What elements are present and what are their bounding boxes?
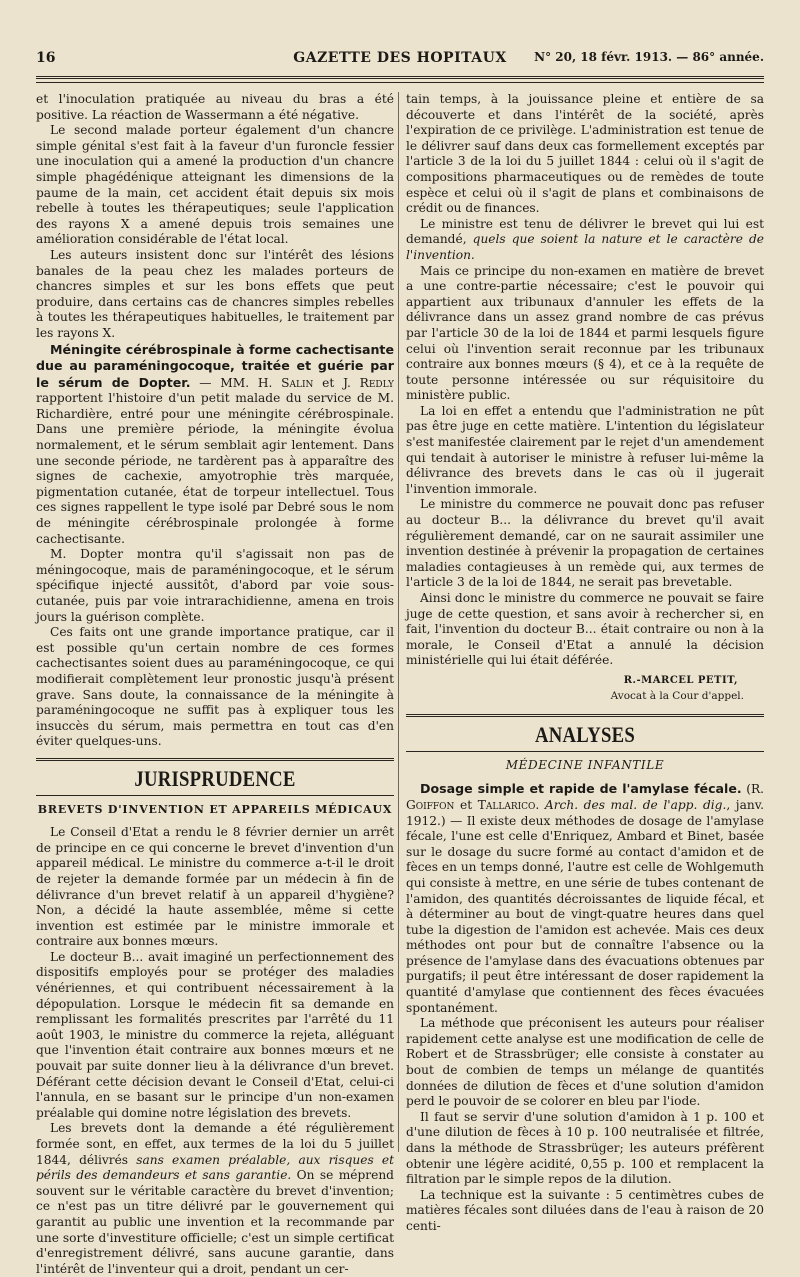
paragraph: Le Conseil d'Etat a rendu le 8 février dernier un arrêt de principe en ce qui concerne le brevet d'invention d'un appareil médical. Le ministre du commerce a-t-il le droit de rejeter la demande formée par un médecin à fin de délivrance d'un brevet relatif à un appareil d'hygiène? Non, a décidé la haute assemblée, même si cette invention est estimée par le ministre immorale et contraire aux bonnes mœurs. <box>36 825 394 949</box>
issue-info: N° 20, 18 févr. 1913. — 86° année. <box>534 50 764 64</box>
journal-reference: Arch. des mal. de l'app. dig. <box>544 797 727 812</box>
paragraph <box>406 217 764 264</box>
page-number: 16 <box>36 50 56 66</box>
header-rule <box>36 76 764 79</box>
text-run: et <box>313 375 344 390</box>
text-run: et <box>454 797 478 812</box>
column-divider <box>398 92 399 1152</box>
section-heading: ANALYSES <box>534 722 636 748</box>
section-rule <box>36 758 394 761</box>
text-run: rapportent l'histoire d'un petit malade du service de M. Richardière, entré pour une méningite cérébrospinale. Dans une première période, la méningite évolua normalement, et le sérum semblait agir lentement. Dans une seconde période, ne tardèrent pas à apparaître des signes de cachexie, amyotrophie très marquée, pigmentation cutanée, état de torpeur intellectuel. Tous ces signes rappellent le type isolé par Debré sous le nom de méningite cérébrospinale prolongée à forme cachectisante. <box>36 391 394 546</box>
text-run: . <box>535 797 545 812</box>
section-rule-thin <box>406 751 764 752</box>
left-column <box>36 92 394 1277</box>
article-title: Méningite cérébrospinale à forme cachectisante due au paraméningocoque, traitée et guérie par le sérum de Dopter. <box>36 341 394 390</box>
quoted-text: sans examen préalable, aux risques et périls des demandeurs et sans garantie. <box>36 1152 394 1183</box>
paragraph: tain temps, à la jouissance pleine et entière de sa découverte et dans l'intérêt de la société, après l'expiration de ce privilège. L'administration est tenue de le délivrer sauf dans deux cas formellement exceptés par l'article 3 de la loi du 5 juillet 1844 : celui où il s'agit de compositions pharmaceutiques ou de remèdes de toute espèce et celui où il s'agit de plans et combinaisons de crédit ou de finances. <box>406 92 764 216</box>
signature-name: R.-MARCEL PETIT, <box>623 674 738 686</box>
paragraph: Le ministre du commerce ne pouvait donc pas refuser au docteur B... la délivrance du brevet qu'il avait régulièrement demandé, car on ne saurait assimiler une invention destinée à prévenir la propagation de certaines maladies contagieuses à un remède qui, aux termes de l'article 3 de la loi de 1844, ne serait pas brevetable. <box>406 497 764 590</box>
paragraph: La méthode que préconisent les auteurs pour réaliser rapidement cette analyse est une modification de celle de Robert et de Strassbrüger; elle consiste à constater au bout de combien de temps un mélange de quantités données de dilution de fèces et d'une solution d'amidon perd le pouvoir de se colorer en bleu par l'iode. <box>406 1016 764 1109</box>
section-heading: JURISPRUDENCE <box>134 765 296 791</box>
page-header <box>36 46 764 72</box>
paragraph: M. Dopter montra qu'il s'agissait non pas de méningocoque, mais de paraméningocoque, et le sérum spécifique injecté aussitôt, d'abord par voie sous-cutanée, puis par voie intrarachidienne, amena en trois jours la guérison complète. <box>36 547 394 624</box>
paragraph: Le docteur B... avait imaginé un perfectionnement des dispositifs employés pour se protéger des maladies vénériennes, et qui contribuent nécessairement à la dépopulation. Lorsque le médecin fit sa demande en remplissant les formalités prescrites par l'arrêté du 11 août 1903, le ministre du commerce la rejeta, alléguant que l'invention était contraire aux bonnes mœurs et ne pouvait par suite donner lieu à la délivrance d'un brevet. Déférant cette décision devant le Conseil d'Etat, celui-ci l'annula, en se basant sur le principe d'un non-examen préalable qui domine notre législation des brevets. <box>36 949 394 1120</box>
section-rule-thin <box>36 795 394 796</box>
paragraph: et l'inoculation pratiquée au niveau du bras a été positive. La réaction de Wassermann a été négative. <box>36 92 394 122</box>
paragraph: Ainsi donc le ministre du commerce ne pouvait se faire juge de cette question, et sans avoir à rechercher si, en fait, l'invention du docteur B... était contraire ou non à la morale, le Conseil d'Etat a annulé la décision ministérielle qui lui était déférée. <box>406 591 764 668</box>
text-run: (R. <box>741 782 765 797</box>
article-paragraph <box>36 342 394 548</box>
text-run: , janv. 1912.) — Il existe deux méthodes de dosage de l'amylase fécale, l'une est celle d'Enriquez, Ambard et Binet, basée sur le dosage du sucre formé au contact d'amidon et de fèces en un temps donné, l'autre est celle de Wohlgemuth qui consiste à mettre, en une série de tubes contenant de l'amidon, des quantités décroissantes de liquide fécal, et à déterminer au bout de vingt-quatre heures dans quel tube la digestion de l'amidon est achevée. Mais ces deux méthodes ont pour but de connaître l'absence ou la présence de l'amylase dans des évacuations obtenues par purgatifs; il peut être intéressant de doser rapidement la quantité d'amylase que contiennent des fèces évacuées spontanément. <box>406 797 765 1015</box>
section-rule <box>406 714 764 717</box>
signature-role: Avocat à la Cour d'appel. <box>610 689 744 702</box>
text-run: Le ministre est tenu de délivrer le brevet qui lui est demandé, <box>406 216 764 247</box>
paragraph: Le second malade porteur également d'un chancre simple génital s'est fait à la faveur d'un furoncle fessier une inoculation qui a amené la production d'un chancre simple phagédénique atteignant les dimensions de la paume de la main, cet accident était depuis six mois rebelle à toutes les thérapeutiques; seule l'application des rayons X a amené depuis trois semaines une amélioration considérable de l'état local. <box>36 123 394 247</box>
paragraph: Il faut se servir d'une solution d'amidon à 1 p. 100 et d'une dilution de fèces à 10 p. 100 neutralisée et filtrée, dans la méthode de Strassbrüger; les auteurs préfèrent obtenir une légère acidité, 0,55 p. 100 et remplacent la filtration par le simple repos de la dilution. <box>406 1109 764 1187</box>
paragraph <box>36 1121 394 1277</box>
quoted-text: quels que soient la nature et le caractère de l'invention. <box>406 232 765 262</box>
author-name: J. Redly <box>343 375 394 390</box>
author-name: H. Salin <box>257 375 314 390</box>
header-rule-thin <box>36 82 764 83</box>
rubric-heading: MÉDECINE INFANTILE <box>505 757 665 772</box>
right-column <box>406 92 764 1235</box>
paragraph: Ces faits ont une grande importance pratique, car il est possible qu'un certain nombre de ces formes cachectisantes soient dues au paraméningocoque, ce qui modifierait complètement leur pronostic jusqu'à présent grave. Sans doute, la connaissance de la méningite à paraméningocoque ne suffit pas à expliquer tous les insuccès du sérum, mais permettra en tout cas d'en éviter quelques-uns. <box>36 625 394 749</box>
subsection-heading: BREVETS D'INVENTION ET APPAREILS MÉDICAUX <box>37 802 393 816</box>
paragraph: La loi en effet a entendu que l'administration ne pût pas être juge en cette matière. L'intention du législateur s'est manifestée clairement par le rejet d'un amendement qui tendait à autoriser le ministre à refuser lui-même la délivrance des brevets dans le cas où il jugerait l'invention immorale. <box>406 403 764 496</box>
author-name: Tallarico <box>477 797 536 812</box>
paragraph: Les auteurs insistent donc sur l'intérêt des lésions banales de la peau chez les malades porteurs de chancres simples et sur les bons effets que peut produire, dans certains cas de chancres simples rebelles à toutes les thérapeutiques habituelles, le traitement par les rayons X. <box>36 247 394 340</box>
journal-title: GAZETTE DES HOPITAUX <box>293 50 507 66</box>
text-run: Les brevets dont la demande a été régulièrement formée sont, en effet, aux termes de la loi du 5 juillet 1844, délivrés <box>36 1121 394 1167</box>
paragraph: Mais ce principe du non-examen en matière de brevet a une contre-partie nécessaire; c'est le pouvoir qui appartient aux tribunaux d'annuler les effets de la délivrance dans un assez grand nombre de cas prévus par l'article 30 de la loi de 1844 et parmi lesquels figure celui où l'invention serait reconnue par les tribunaux contraire aux bonnes mœurs (§ 4), et ce à la requête de toute personne intéressée ou sur réquisitoire du ministère public. <box>406 263 764 403</box>
text-run: On se méprend souvent sur le véritable caractère du brevet d'invention; ce n'est pas un titre délivré par le gouvernement qui garantit au public une invention et la recommande par une sorte d'investiture officielle; c'est un simple certificat d'enregistrement délivré, sans aucune garantie, dans l'intérêt de l'inventeur qui a droit, pendant un cer- <box>36 1168 394 1276</box>
paragraph: La technique est la suivante : 5 centimètres cubes de matières fécales sont diluées dans de l'eau à raison de 20 centi- <box>406 1187 764 1233</box>
analysis-paragraph <box>406 781 764 1016</box>
analysis-title: Dosage simple et rapide de l'amylase fécale. <box>420 781 742 797</box>
text-run: — MM. <box>190 375 258 390</box>
author-name: Goiffon <box>406 797 455 812</box>
